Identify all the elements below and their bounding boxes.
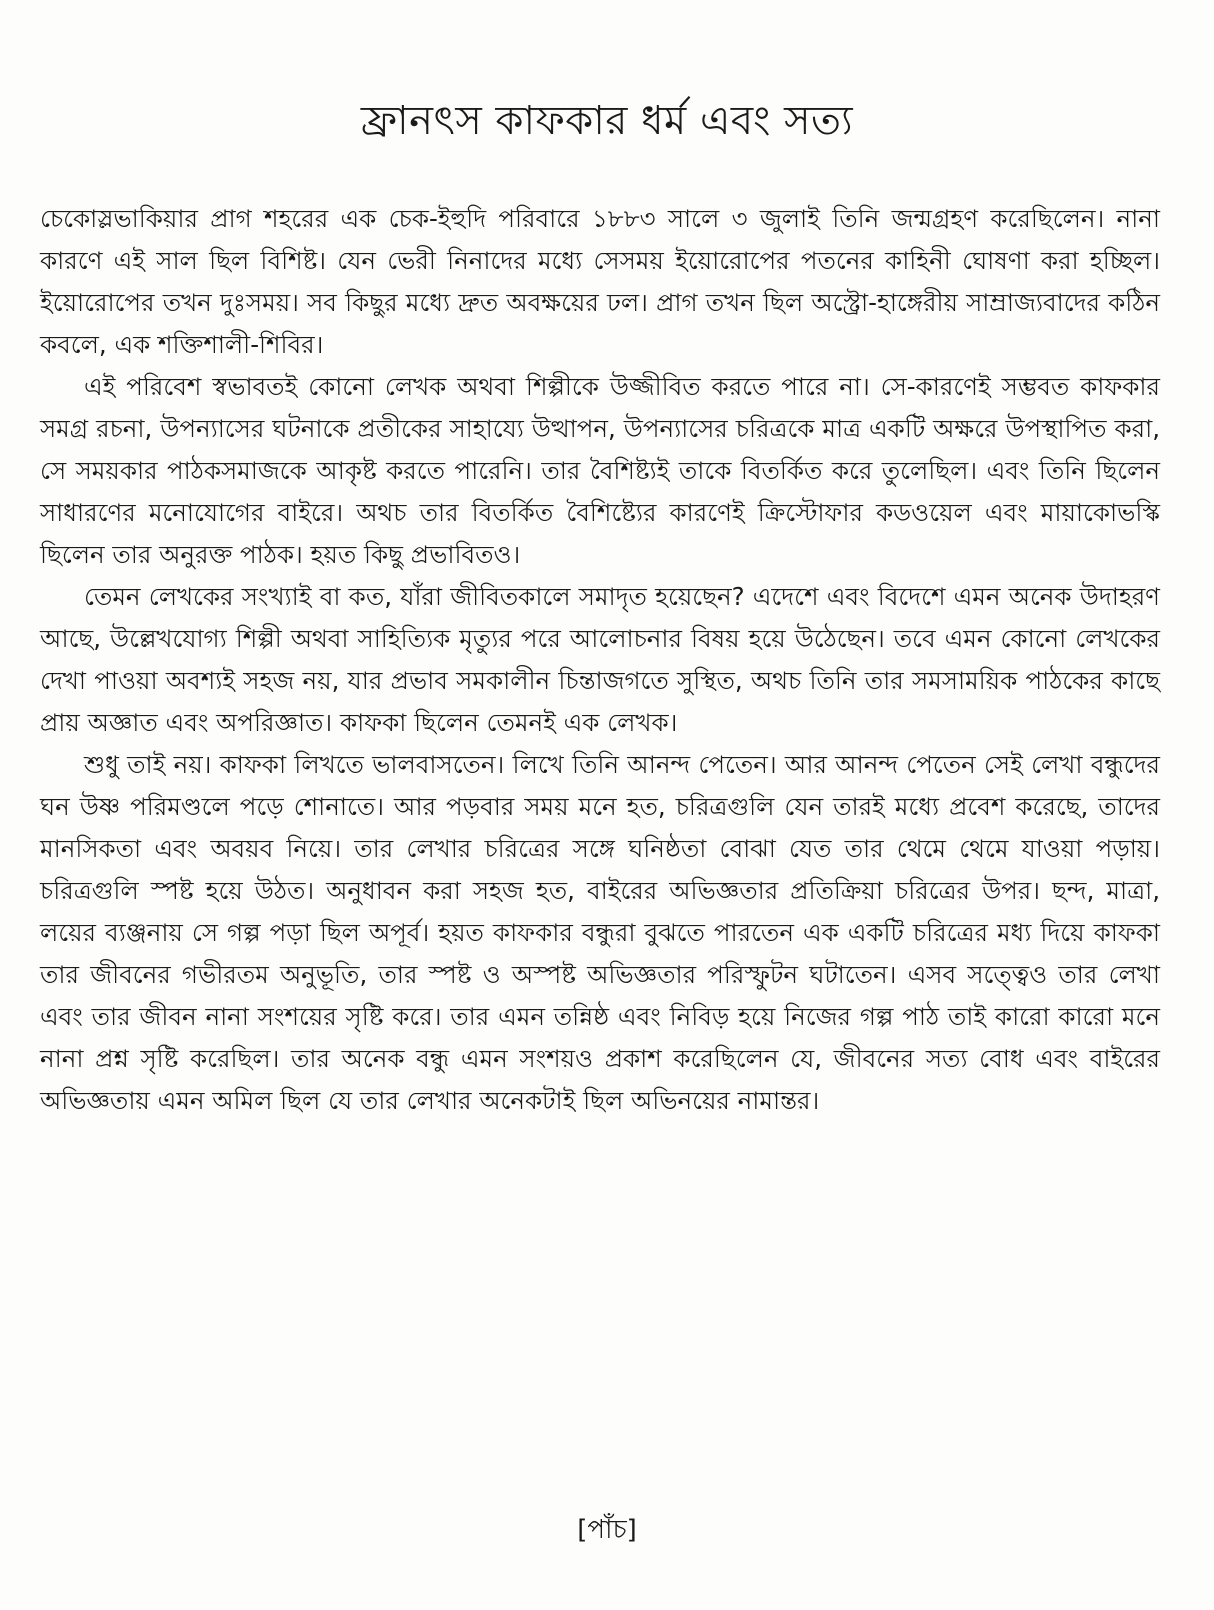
article-body bbox=[40, 198, 1160, 1122]
paragraph-3: তেমন লেখকের সংখ্যাই বা কত, যাঁরা জীবিতকালে সমাদৃত হয়েছেন? এদেশে এবং বিদেশে এমন অনেক উদাহরণ আছে, উল্লেখযোগ্য শিল্পী অথবা সাহিত্যিক মৃত্যুর পরে আলোচনার বিষয় হয়ে উঠেছেন। তবে এমন কোনো লেখকের দেখা পাওয়া অবশ্যই সহজ নয়, যার প্রভাব সমকালীন চিন্তাজগতে সুস্থিত, অথচ তিনি তার সমসাময়িক পাঠকের কাছে প্রায় অজ্ঞাত এবং অপরিজ্ঞাত। কাফকা ছিলেন তেমনই এক লেখক। bbox=[40, 582, 1160, 737]
page-title: ফ্রানৎস কাফকার ধর্ম এবং সত্য bbox=[360, 98, 854, 144]
paragraph-1: চেকোস্লভাকিয়ার প্রাগ শহরের এক চেক-ইহুদি পরিবারে ১৮৮৩ সালে ৩ জুলাই তিনি জন্মগ্রহণ করেছিলেন। নানা কারণে এই সাল ছিল বিশিষ্ট। যেন ভেরী নিনাদের মধ্যে সেসময় ইয়োরোপের পতনের কাহিনী ঘোষণা করা হচ্ছিল। ইয়োরোপের তখন দুঃসময়। সব কিছুর মধ্যে দ্রুত অবক্ষয়ের ঢল। প্রাগ তখন ছিল অস্ট্রো-হাঙ্গেরীয় সাম্রাজ্যবাদের কঠিন কবলে, এক শক্তিশালী-শিবির। bbox=[40, 204, 1160, 359]
paragraph-4: শুধু তাই নয়। কাফকা লিখতে ভালবাসতেন। লিখে তিনি আনন্দ পেতেন। আর আনন্দ পেতেন সেই লেখা বন্ধুদের ঘন উষ্ণ পরিমণ্ডলে পড়ে শোনাতে। আর পড়বার সময় মনে হত, চরিত্রগুলি যেন তারই মধ্যে প্রবেশ করেছে, তাদের মানসিকতা এবং অবয়ব নিয়ে। তার লেখার চরিত্রের সঙ্গে ঘনিষ্ঠতা বোঝা যেত তার থেমে থেমে যাওয়া পড়ায়। চরিত্রগুলি স্পষ্ট হয়ে উঠত। অনুধাবন করা সহজ হত, বাইরের অভিজ্ঞতার প্রতিক্রিয়া চরিত্রের উপর। ছন্দ, মাত্রা, লয়ের ব্যঞ্জনায় সে গল্প পড়া ছিল অপূর্ব। হয়ত কাফকার বন্ধুরা বুঝতে পারতেন এক একটি চরিত্রের মধ্য দিয়ে কাফকা তার জীবনের গভীরতম অনুভূতি, তার স্পষ্ট ও অস্পষ্ট অভিজ্ঞতার পরিস্ফুটন ঘটাতেন। এসব সত্ত্বেও তার লেখা এবং তার জীবন নানা সংশয়ের সৃষ্টি করে। তার এমন তন্নিষ্ঠ এবং নিবিড় হয়ে নিজের গল্প পাঠ তাই কারো কারো মনে নানা প্রশ্ন সৃষ্টি করেছিল। তার অনেক বন্ধু এমন সংশয়ও প্রকাশ করেছিলেন যে, জীবনের সত্য বোধ এবং বাইরের অভিজ্ঞতায় এমন অমিল ছিল যে তার লেখার অনেকটাই ছিল অভিনয়ের নামান্তর। bbox=[40, 750, 1160, 1115]
paragraph-2: এই পরিবেশ স্বভাবতই কোনো লেখক অথবা শিল্পীকে উজ্জীবিত করতে পারে না। সে-কারণেই সম্ভবত কাফকার সমগ্র রচনা, উপন্যাসের ঘটনাকে প্রতীকের সাহায্যে উত্থাপন, উপন্যাসের চরিত্রকে মাত্র একটি অক্ষরে উপস্থাপিত করা, সে সময়কার পাঠকসমাজকে আকৃষ্ট করতে পারেনি। তার বৈশিষ্ট্যই তাকে বিতর্কিত করে তুলেছিল। এবং তিনি ছিলেন সাধারণের মনোযোগের বাইরে। অথচ তার বিতর্কিত বৈশিষ্ট্যের কারণেই ক্রিস্টোফার কডওয়েল এবং মায়াকোভস্কি ছিলেন তার অনুরক্ত পাঠক। হয়ত কিছু প্রভাবিতও। bbox=[40, 372, 1160, 569]
page-number: [পাঁচ] bbox=[577, 1515, 637, 1545]
